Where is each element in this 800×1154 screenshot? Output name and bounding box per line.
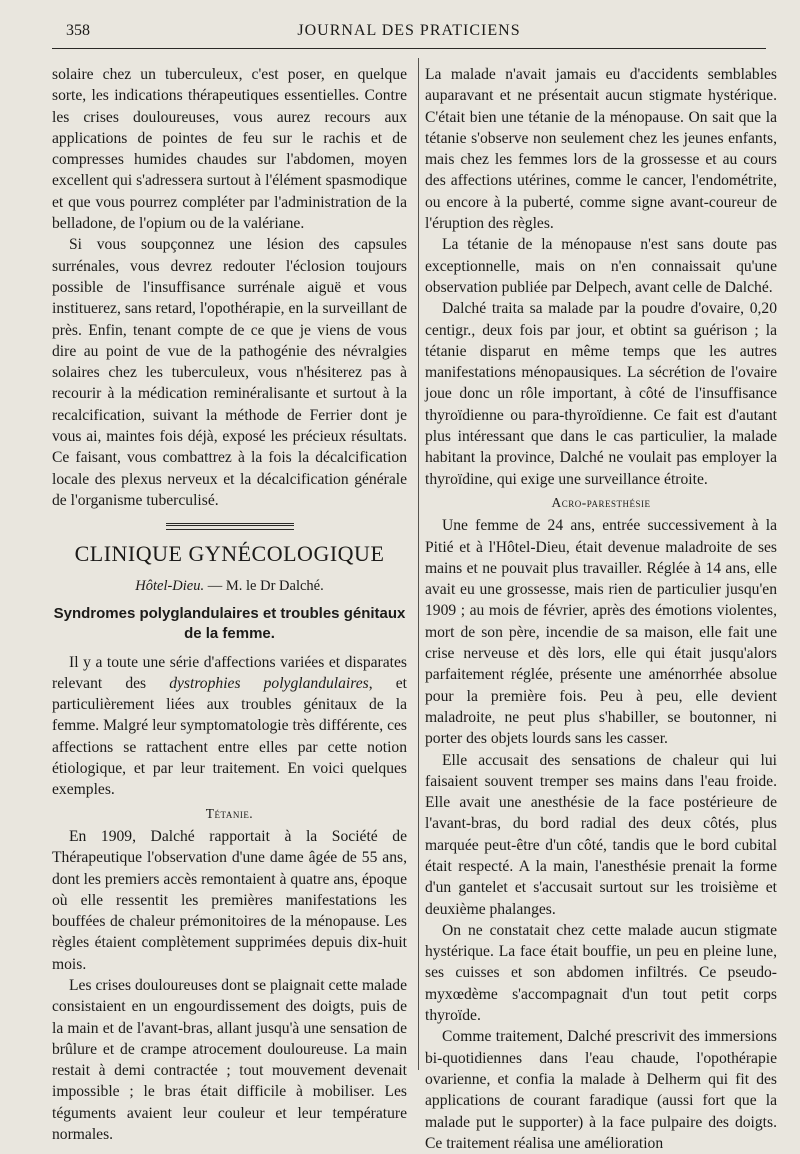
paragraph: On ne constatait chez cette malade aucun stigmate hystérique. La face était bouffie, un peu en pleine lune, ses cuisses et son abdomen infiltrés. Ce pseudo-myxœdème s'accompagnait d'un tout petit corps thyroïde.	[425, 921, 777, 1025]
paragraph: Si vous soupçonnez une lésion des capsules surrénales, vous devrez redouter l'éclosion toujours possible de l'insuffisance surrénale aiguë et vous instituerez, sans retard, l'opothérapie, en la surveillant de près. Enfin, tenant compte de ce que je viens de vous dire au point de vue de la pathogénie des névralgies solaires chez les tuberculeux, vous n'hésiterez pas à recourir à la médication reminéralisante et surtout à la recalcification, suivant la méthode de Ferrier dont je vous ai, maintes fois déjà, exposé les précieux résultats. Ce faisant, vous combattrez à la fois la décalcification locale des plexus nerveux et la décalcification générale de l'organisme tuberculisé.	[52, 236, 407, 509]
byline-author: — M. le Dr Dalché.	[207, 578, 324, 595]
page-number: 358	[66, 22, 90, 39]
paragraph: En 1909, Dalché rapportait à la Société de Thérapeutique l'observation d'une dame âgée de 55 ans, dont les premiers accès remontaient à quatre ans, époque où elle ressentit les premières manifestations les bouffées de chaleur prémonitoires de la ménopause. Les règles étaient complètement supprimées depuis dix-huit mois.	[52, 827, 407, 973]
paragraph: Les crises douloureuses dont se plaignait cette malade consistaient en un engourdissement des doigts, puis de la main et de l'avant-bras, allant jusqu'à une sensation de brûlure et de crampe atrocement douloureuse. La main restait à demi contractée ; tout mouvement devenait impossible ; le bras était difficile à mobiliser. Les téguments avaient leur couleur et leur température normales.	[52, 976, 407, 1144]
journal-title: JOURNAL DES PRATICIENS	[297, 22, 521, 39]
right-column	[425, 64, 777, 1154]
intro-text-b: , et particulièrement liées aux troubles génitaux de la femme. Malgré leur symptomatologie très différente, ces affections se rattachent entre elles par cette notion étiologique, et par leur traitement. En voici quelques exemples.	[52, 674, 407, 799]
intro-text-a: Il y a toute une série d'affections variées et disparates relevant des	[52, 653, 407, 692]
section-title: CLINIQUE GYNÉCOLOGIQUE	[74, 541, 385, 567]
paragraph: Elle accusait des sensations de chaleur qui lui faisaient souvent tremper ses mains dans l'eau froide. Elle avait une anesthésie de la face postérieure de l'avant-bras, du bord radial des deux côtés, plus marquée peut-être d'un côté, tandis que le bord cubital était respecté. A la main, l'anesthésie prenait la forme d'un gantelet et s'accusait surtout sur les troisième et deuxième phalanges.	[425, 751, 777, 918]
article-title: Syndromes polyglandulaires et troubles génitaux de la femme.	[53, 604, 406, 642]
paragraph: La malade n'avait jamais eu d'accidents semblables auparavant et ne présentait aucun stigmate hystérique. C'était bien une tétanie de la ménopause. On sait que la tétanie s'observe non seulement chez les jeunes enfants, mais chez les femmes lors de la grossesse et au cours des affections utérines, comme le cancer, l'endométrite, ou encore à la puberté, comme signe avant-coureur de l'éruption des règles.	[425, 66, 777, 233]
subheading-acro-paresthesie: Acro-paresthésie	[551, 494, 651, 510]
page-header	[50, 22, 768, 46]
paragraph: Comme traitement, Dalché prescrivit des immersions bi-quotidiennes dans l'eau chaude, l'opothérapie ovarienne, et confia la malade à Delherm qui fit des applications de courant faradique (aussi fort que la malade put le supporter) à la face pulpaire des doigts. Ce traitement réalisa une amélioration	[425, 1028, 777, 1152]
byline	[52, 576, 407, 597]
header-rule	[52, 48, 766, 49]
byline-place: Hôtel-Dieu.	[135, 578, 205, 595]
paragraph: solaire chez un tuberculeux, c'est poser, en quelque sorte, les indications thérapeutiques essentielles. Contre les crises douloureuses, vous aurez recours aux applications de pointes de feu sur le rachis et de compresses humides chaudes sur l'abdomen, moyen excellent qui s'adressera surtout à l'élément spasmodique et que vous pourrez compléter par l'administration de la belladone, de l'opium ou de la valériane.	[52, 66, 407, 233]
column-divider	[418, 58, 419, 1070]
paragraph: Une femme de 24 ans, entrée successivement à la Pitié et à l'Hôtel-Dieu, était devenue maladroite de ses mains et ne pouvait plus travailler. Réglée à 14 ans, elle avait eu une grossesse, mais rien de particulier jusqu'en 1909 ; au mois de février, après des émotions violentes, mort de son père, incendie de sa maison, elle fait une crise nerveuse et dès lors, elle qui était jusqu'alors parfaitement réglée, présente une aménorrhée absolue pour la première fois. Peu à peu, elle devient maladroite, ne peut plus s'habiller, se boutonner, ni porter des objets lourds sans les casser.	[425, 517, 777, 748]
left-column	[52, 64, 407, 1145]
subheading-tetanie: Tétanie.	[205, 805, 254, 821]
paragraph: La tétanie de la ménopause n'est sans doute pas exceptionnelle, mais on n'en connaissait qu'une observation publiée par Delpech, avant celle de Dalché.	[425, 236, 777, 296]
intro-italic: dystrophies polyglandulaires	[169, 674, 369, 692]
intro-paragraph	[52, 652, 407, 801]
paragraph: Dalché traita sa malade par la poudre d'ovaire, 0,20 centigr., deux fois par jour, et obtint sa guérison ; la tétanie disparut en même temps que les autres manifestations ménopausiques. La sécrétion de l'ovaire joue donc un rôle important, à côté de l'insuffisance thyroïdienne ou para-thyroïdienne. Ce fait est d'autant plus intéressant que dans le cas particulier, la malade habitant la province, Dalché ne voulait pas employer la thyroïdine, qui exige une surveillance étroite.	[425, 300, 777, 488]
section-separator	[166, 523, 294, 530]
